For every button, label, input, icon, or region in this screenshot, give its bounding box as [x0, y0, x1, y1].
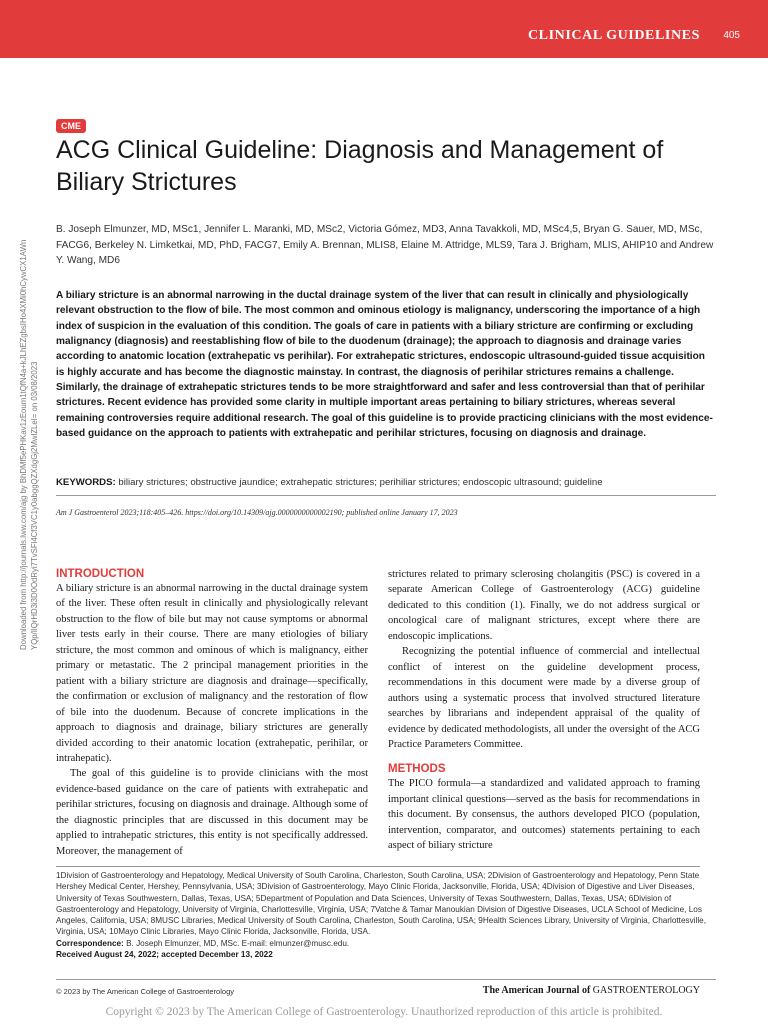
introduction-heading: INTRODUCTION — [56, 568, 145, 580]
keywords-text: biliary strictures; obstructive jaundice; extrahepatic strictures; perihiliar strictures; endoscopic ultrasound; guideline — [118, 477, 603, 488]
intro-paragraph-3: strictures related to primary sclerosing cholangitis (PSC) is covered in a separate American College of Gastroenterology (ACG) guideline dedicated to this condition (1). Finally, we do not address surgical or oncological care of malignant strictures, except where there are endoscopic implications. — [388, 569, 700, 642]
download-watermark — [18, 170, 50, 650]
intro-paragraph-2: The goal of this guideline is to provide clinicians with the most evidence-based guidance on the care of patients with extrahepatic and perihilar strictures, focusing on diagnosis and drainage. Although some of the diagnostic principles that are discussed in this document may be applied to intrahepatic strictures, this entity is not specifically addressed. Moreover, the management of — [56, 768, 368, 857]
right-column — [388, 567, 700, 854]
received-dates: Received August 24, 2022; accepted December 13, 2022 — [56, 950, 273, 960]
methods-heading: METHODS — [388, 763, 446, 776]
copyright-notice: Copyright © 2023 by The American College of Gastroenterology. Unauthorized reproduction of this article is prohibited. — [105, 1006, 663, 1018]
footnote-divider — [56, 866, 700, 867]
correspondence-text: B. Joseph Elmunzer, MD, MSc. E-mail: elmunzer@musc.edu. — [126, 938, 350, 948]
journal-title: GASTROENTEROLOGY — [592, 985, 700, 996]
cme-badge: CME — [56, 119, 86, 133]
intro-paragraph-1: A biliary stricture is an abnormal narrowing in the ductal drainage system of the liver. These often result in clinically and physiologically relevant obstruction to the flow of bile but may not cause symptoms or abnormal liver tests early in their course. There are many etiologies of biliary stricture, the most common and ominous of which is malignancy, either primary or metastatic. The 2 principal management priorities in the patient with a biliary stricture are diagnosis and drainage—specifically, the confirmation or exclusion of malignancy and the restoration of flow of bile into the duodenum. Because of concrete implications in the approach to diagnosis and drainage, biliary strictures are generally divided according to their anatomic location (extrahepatic, perihilar, or intrahepatic). — [56, 583, 368, 764]
keywords — [56, 476, 716, 489]
affiliations: 1Division of Gastroenterology and Hepatology, Medical University of South Carolina, Charleston, South Carolina, USA; 2Division of Gastroenterology and Hepatology, Penn State Hershey Medical Center, Hershey, Pennsylvania, USA; 3Division of Gastroenterology, Mayo Clinic Florida, Jacksonville, Florida, USA; 4Division of Digestive and Liver Diseases, University of Texas Southwestern, Dallas, Texas, USA; 5Department of Population and Data Sciences, University of Texas Southwestern, Dallas, Texas, USA; 6Division of Gastroenterology and Hepatology, University of Virginia, Charlottesville, Virginia, USA; 7Vatche & Tamar Manoukian Division of Digestive Diseases, UCLA School of Medicine, Los Angeles, California, USA; 8MUSC Libraries, Medical University of South Carolina, Charleston, South Carolina, USA; 9Health Sciences Library, University of Virginia, Charlottesville, Virginia, USA; 10Mayo Clinic Libraries, Mayo Clinic Florida, Jacksonville, Florida, USA. — [56, 871, 706, 937]
keywords-label: KEYWORDS: — [56, 477, 116, 488]
footer-divider — [56, 979, 716, 980]
footnotes — [56, 870, 716, 960]
article-title: ACG Clinical Guideline: Diagnosis and Management of Biliary Strictures — [56, 136, 664, 196]
intro-paragraph-4: Recognizing the potential influence of commercial and intellectual conflict of interest on the guideline development process, recommendations in this document were made by a diverse group of authors using a systematic process that involved structured literature searches by librarians and independent appraisal of the quality of evidence by dedicated methodologists, all under the oversight of the ACG Practice Parameters Committee. — [388, 646, 700, 750]
download-watermark-text: Downloaded from http://journals.lww.com/ajg by BhDMf5ePHKav1zEoum1tQfN4a+kJLhEZgbsIHo4XMi0hCywCX1AWn YQp/IlQrHD3i3D0OdRyi7TvSFl4Cf3VC1y0abggQZXdgGj2MwlZLeI= on 03/08/2023 — [19, 239, 39, 650]
correspondence-label: Correspondence: — [56, 938, 124, 948]
page-number: 405 — [723, 30, 740, 41]
divider — [56, 495, 716, 496]
section-label: CLINICAL GUIDELINES — [527, 28, 700, 43]
left-column — [56, 567, 368, 859]
abstract: A biliary stricture is an abnormal narrowing in the ductal drainage system of the liver that can result in clinically and physiologically relevant obstruction to the flow of bile. The most common and ominous etiology is malignancy, underscoring the importance of a high index of suspicion in the evaluation of this condition. The goals of care in patients with a biliary stricture are confirming or excluding malignancy (diagnosis) and reestablishing flow of bile to the duodenum (drainage); the approach to diagnosis and drainage varies according to anatomic location (extrahepatic vs perihilar). For extrahepatic strictures, endoscopic ultrasound-guided tissue acquisition is highly accurate and has become the diagnostic mainstay. In contrast, the diagnosis of perihilar strictures remains a challenge. Similarly, the drainage of extrahepatic strictures tends to be more straightforward and safer and less controversial than that of perihilar strictures. Recent evidence has provided some clarity in multiple important areas pertaining to biliary strictures, whereas several remaining controversies require additional research. The goal of this guideline is to provide practicing clinicians with the most evidence-based guidance on the approach to patients with extrahepatic and perihilar strictures, focusing on diagnosis and drainage. — [56, 290, 713, 440]
journal-prefix: The American Journal of — [482, 985, 591, 996]
author-list: B. Joseph Elmunzer, MD, MSc1, Jennifer L. Maranki, MD, MSc2, Victoria Gómez, MD3, Anna Tavakkoli, MD, MSc4,5, Bryan G. Sauer, MD, MSc, FACG6, Berkeley N. Limketkai, MD, PhD, FACG7, Emily A. Brennan, MLIS8, Elaine M. Attridge, MLS9, Tara J. Brigham, MLIS, AHIP10 and Andrew Y. Wang, MD6 — [56, 224, 714, 266]
correspondence — [56, 938, 716, 949]
methods-paragraph-1: The PICO formula—a standardized and validated approach to framing important clinical questions—served as the basis for recommendations in this document. By consensus, the authors developed PICO (population, intervention, comparator, and outcomes) statements pertaining to each aspect of biliary stricture — [388, 778, 700, 852]
citation: Am J Gastroenterol 2023;118:405–426. https://doi.org/10.14309/ajg.0000000000002190; published online January 17, 2023 — [56, 508, 458, 517]
journal-name — [483, 985, 700, 996]
footer-copyright: © 2023 by The American College of Gastroenterology — [56, 987, 234, 996]
